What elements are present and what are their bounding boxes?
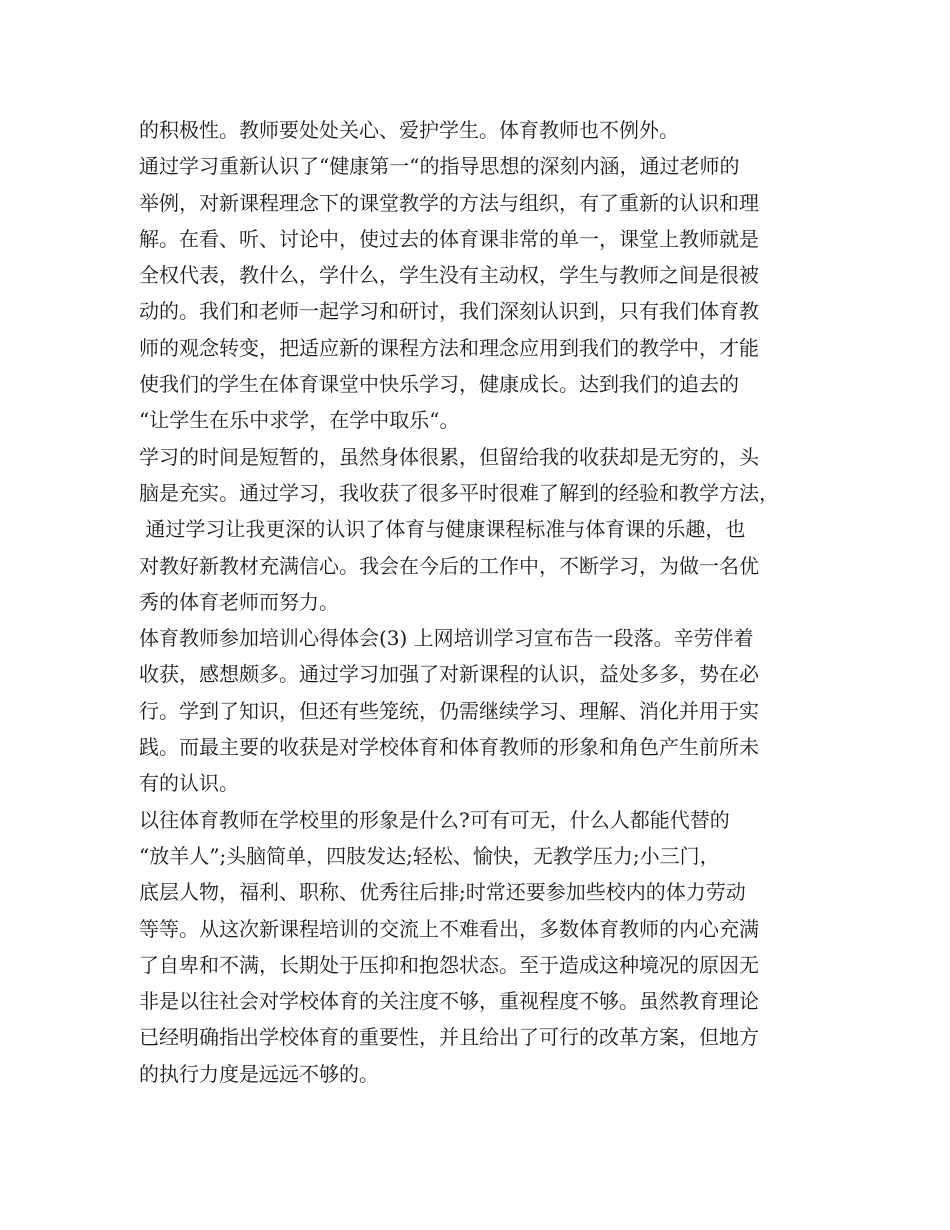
text-line: 全权代表，教什么，学什么，学生没有主动权，学生与教师之间是很被: [139, 263, 759, 288]
text-line: 已经明确指出学校体育的重要性，并且给出了可行的改革方案，但地方: [139, 1025, 759, 1050]
text-line: 底层人物，福利、职称、优秀往后排;时常还要参加些校内的体力劳动: [139, 880, 746, 905]
text-line: 秀的体育老师而努力。: [139, 589, 339, 614]
text-line: 通过学习重新认识了“健康第一“的指导思想的深刻内涵，通过老师的: [139, 154, 740, 179]
text-line: 收获，感想颇多。通过学习加强了对新课程的认识，益处多多，势在必: [139, 662, 759, 687]
text-line: 脑是充实。通过学习，我收获了很多平时很难了解到的经验和教学方法，: [139, 480, 779, 505]
text-line: “让学生在乐中求学，在学中取乐“。: [139, 408, 460, 433]
text-line: 对教好新教材充满信心。我会在今后的工作中，不断学习，为做一名优: [139, 553, 759, 578]
text-line: 使我们的学生在体育课堂中快乐学习，健康成长。达到我们的追去的: [139, 372, 739, 397]
text-line: 践。而最主要的收获是对学校体育和体育教师的形象和角色产生前所未: [139, 735, 759, 760]
text-line: 行。学到了知识，但还有些笼统，仍需继续学习、理解、消化并用于实: [139, 698, 759, 723]
text-line: 师的观念转变，把适应新的课程方法和理念应用到我们的教学中，才能: [139, 335, 759, 360]
text-line: 的执行力度是远远不够的。: [139, 1061, 379, 1086]
text-line: 举例，对新课程理念下的课堂教学的方法与组织，有了重新的认识和理: [139, 190, 759, 215]
text-line: 动的。我们和老师一起学习和研讨，我们深刻认识到，只有我们体育教: [139, 299, 759, 324]
text-line: 等等。从这次新课程培训的交流上不难看出，多数体育教师的内心充满: [139, 916, 759, 941]
text-line: 学习的时间是短暂的，虽然身体很累，但留给我的收获却是无穷的，头: [139, 444, 759, 469]
text-line: 体育教师参加培训心得体会(3) 上网培训学习宣布告一段落。辛劳伴着: [139, 626, 754, 651]
text-line: 通过学习让我更深的认识了体育与健康课程标准与体育课的乐趣，也: [139, 517, 746, 542]
text-line: “放羊人”;头脑简单，四肢发达;轻松、愉快，无教学压力;小三门，: [139, 843, 720, 868]
text-line: 有的认识。: [139, 771, 239, 796]
text-line: 的积极性。教师要处处关心、爱护学生。体育教师也不例外。: [139, 118, 679, 142]
text-line: 解。在看、听、讨论中，使过去的体育课非常的单一，课堂上教师就是: [139, 226, 759, 251]
text-line: 非是以往社会对学校体育的关注度不够，重视程度不够。虽然教育理论: [139, 989, 759, 1014]
text-line: 以往体育教师在学校里的形象是什么?可有可无，什么人都能代替的: [139, 807, 730, 832]
body-text: [139, 112, 829, 1092]
text-line: 了自卑和不满，长期处于压抑和抱怨状态。至于造成这种境况的原因无: [139, 952, 759, 977]
